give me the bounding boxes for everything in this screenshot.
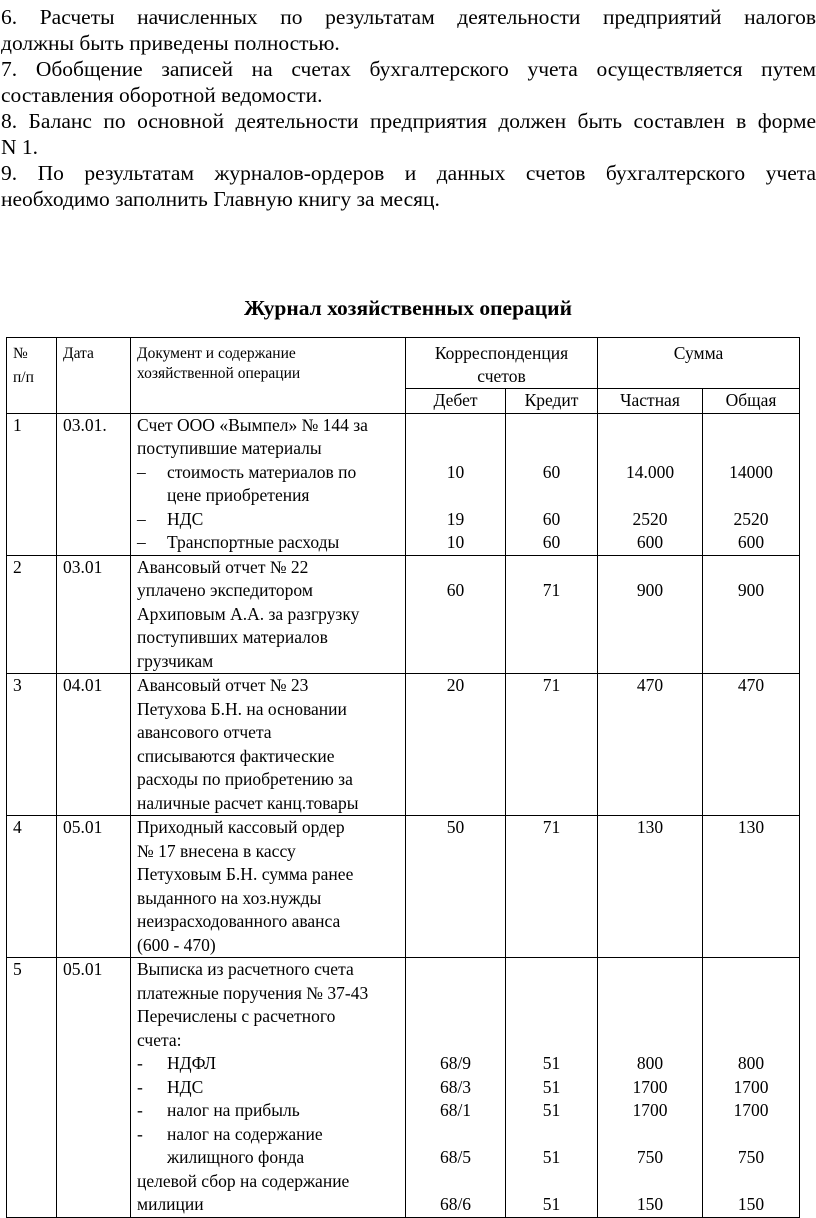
document-line: - налог на содержание <box>137 1123 399 1147</box>
row-num: 3 <box>7 674 57 816</box>
amount-value: 10 <box>446 532 465 552</box>
row-kredit <box>506 674 598 816</box>
amount-value: 150 <box>636 1194 664 1214</box>
amount-value <box>506 1170 597 1194</box>
row-partial <box>598 816 703 958</box>
row-num: 5 <box>7 958 57 1218</box>
amount-value: 900 <box>737 580 765 600</box>
amount-value <box>406 958 505 982</box>
amount-value <box>703 958 799 982</box>
row-debet <box>406 816 506 958</box>
amount-value <box>703 698 799 722</box>
row-total <box>703 958 800 1218</box>
amount-value: 800 <box>636 1053 664 1073</box>
amount-value: 68/3 <box>439 1076 472 1097</box>
bullet-mark: - <box>137 1053 143 1073</box>
row-date: 05.01 <box>57 958 131 1218</box>
document-line: наличные расчет канц.товары <box>137 792 359 813</box>
amount-value: 600 <box>737 532 765 552</box>
amount-value <box>598 1170 702 1194</box>
header-partial: Частная <box>598 389 703 414</box>
paragraph-line: 6. Расчеты начисленных по результатам деятельности предприятий налогов <box>1 5 816 29</box>
document-line: Петухова Б.Н. на основании <box>137 698 347 719</box>
amount-value <box>703 626 799 650</box>
amount-value <box>598 414 702 438</box>
amount-value: 14000 <box>729 461 773 482</box>
amount-value: 68/1 <box>439 1100 472 1120</box>
amount-value <box>506 650 597 674</box>
amount-value <box>703 1123 799 1147</box>
table-row <box>7 674 800 816</box>
amount-value <box>406 768 505 792</box>
document-line: списываются фактические <box>137 745 335 766</box>
amount-value <box>506 1123 597 1147</box>
amount-value <box>703 1005 799 1029</box>
amount-value <box>406 698 505 722</box>
amount-value: 51 <box>542 1076 561 1097</box>
amount-value <box>703 768 799 792</box>
document-line: (600 - 470) <box>137 934 216 955</box>
row-kredit <box>506 816 598 958</box>
amount-value <box>506 863 597 887</box>
bullet-mark: - <box>137 1100 143 1120</box>
header-debet: Дебет <box>406 389 506 414</box>
amount-value: 68/9 <box>439 1053 472 1073</box>
row-kredit <box>506 555 598 674</box>
amount-value <box>703 910 799 934</box>
amount-value <box>406 721 505 745</box>
document-line: Приходный кассовый ордер <box>137 817 345 837</box>
amount-value <box>598 840 702 864</box>
document-line: поступивших материалов <box>137 627 328 647</box>
amount-value: 800 <box>737 1053 765 1073</box>
amount-value <box>506 1029 597 1053</box>
amount-value <box>506 721 597 745</box>
document-line: Архиповым А.А. за разгрузку <box>137 603 360 624</box>
amount-value <box>703 934 799 958</box>
row-partial <box>598 958 703 1218</box>
amount-value <box>406 556 505 580</box>
amount-value <box>506 887 597 911</box>
amount-value: 1700 <box>632 1076 668 1097</box>
amount-value: 60 <box>446 580 465 600</box>
amount-value <box>506 603 597 627</box>
amount-value <box>703 887 799 911</box>
row-document <box>131 674 406 816</box>
document-line: № 17 внесена в кассу <box>137 840 296 861</box>
amount-value <box>406 484 505 508</box>
document-line: Перечислены с расчетного <box>137 1006 336 1026</box>
amount-value <box>598 437 702 461</box>
row-date: 05.01 <box>57 816 131 958</box>
amount-value: 60 <box>542 532 561 552</box>
amount-value <box>703 982 799 1006</box>
amount-value: 600 <box>636 532 664 552</box>
amount-value <box>598 910 702 934</box>
row-num: 4 <box>7 816 57 958</box>
header-num: № п/п <box>7 338 57 414</box>
row-total <box>703 816 800 958</box>
amount-value <box>506 982 597 1006</box>
row-date: 03.01. <box>57 413 131 555</box>
amount-value <box>598 982 702 1006</box>
amount-value: 130 <box>737 817 765 837</box>
amount-value: 130 <box>636 817 664 837</box>
row-kredit <box>506 413 598 555</box>
amount-value <box>598 887 702 911</box>
amount-value <box>406 1029 505 1053</box>
paragraph-line: 8. Баланс по основной деятельности предприятия должен быть составлен в форме <box>1 109 816 133</box>
amount-value <box>406 437 505 461</box>
amount-value <box>406 934 505 958</box>
amount-value <box>406 792 505 816</box>
document-line: неизрасходованного аванса <box>137 911 341 931</box>
amount-value <box>506 792 597 816</box>
amount-value <box>598 768 702 792</box>
amount-value: 71 <box>542 675 561 695</box>
amount-value <box>506 698 597 722</box>
amount-value: 470 <box>636 675 664 695</box>
amount-value: 750 <box>636 1147 664 1167</box>
header-correspondence: Корреспонденция счетов <box>406 338 598 389</box>
amount-value: 19 <box>446 508 465 529</box>
amount-value <box>406 414 505 438</box>
amount-value <box>703 863 799 887</box>
header-total: Общая <box>703 389 800 414</box>
document-line: Счет ООО «Вымпел» № 144 за <box>137 414 368 435</box>
row-kredit <box>506 958 598 1218</box>
row-date: 03.01 <box>57 555 131 674</box>
amount-value <box>506 556 597 580</box>
amount-value <box>406 603 505 627</box>
document-line: грузчикам <box>137 650 214 671</box>
table-row <box>7 413 800 555</box>
document-line: расходы по приобретению за <box>137 769 353 789</box>
amount-value <box>406 840 505 864</box>
amount-value: 750 <box>737 1147 765 1167</box>
document-line: платежные поручения № 37-43 <box>137 982 369 1003</box>
amount-value: 51 <box>542 1100 561 1120</box>
amount-value: 71 <box>542 580 561 600</box>
operations-journal-table <box>6 337 800 1218</box>
bullet-mark: – <box>137 532 146 552</box>
document-line: жилищного фонда <box>167 1147 305 1167</box>
row-num: 2 <box>7 555 57 674</box>
amount-value: 68/5 <box>439 1147 472 1167</box>
paragraph-line: должны быть приведены полностью. <box>1 31 340 55</box>
amount-value: 150 <box>737 1194 765 1214</box>
amount-value <box>598 698 702 722</box>
amount-value: 51 <box>542 1194 561 1214</box>
document-line: – стоимость материалов по <box>137 461 399 485</box>
amount-value <box>598 934 702 958</box>
amount-value <box>506 1005 597 1029</box>
amount-value: 60 <box>542 461 561 482</box>
amount-value: 1700 <box>632 1100 668 1120</box>
amount-value: 51 <box>542 1053 561 1073</box>
amount-value <box>506 745 597 769</box>
document-line: Выписка из расчетного счета <box>137 959 354 979</box>
amount-value <box>598 1029 702 1053</box>
document-line: уплачено экспедитором <box>137 580 313 600</box>
page-title: Журнал хозяйственных операций <box>244 296 572 320</box>
amount-value <box>506 437 597 461</box>
row-partial <box>598 674 703 816</box>
paragraph-line: 9. По результатам журналов-ордеров и данных счетов бухгалтерского учета <box>1 161 816 185</box>
amount-value <box>406 650 505 674</box>
row-debet <box>406 674 506 816</box>
amount-value <box>703 1170 799 1194</box>
document-line: целевой сбор на содержание <box>137 1170 350 1191</box>
amount-value <box>506 768 597 792</box>
document-line: – НДС <box>137 508 399 532</box>
paragraph-line: необходимо заполнить Главную книгу за месяц. <box>1 187 440 211</box>
amount-value: 1700 <box>733 1100 769 1120</box>
paragraph-line: N 1. <box>1 135 39 159</box>
header-sum: Сумма <box>598 338 800 389</box>
amount-value <box>406 887 505 911</box>
row-total <box>703 555 800 674</box>
bullet-mark: - <box>137 1123 143 1144</box>
paragraph <box>1 56 816 108</box>
amount-value: 2520 <box>632 508 668 529</box>
amount-value: 900 <box>636 580 664 600</box>
amount-value <box>598 863 702 887</box>
amount-value <box>406 982 505 1006</box>
amount-value <box>406 1170 505 1194</box>
amount-value: 470 <box>737 675 765 695</box>
amount-value <box>598 792 702 816</box>
table-row <box>7 555 800 674</box>
amount-value <box>598 1005 702 1029</box>
amount-value <box>506 484 597 508</box>
amount-value <box>406 1005 505 1029</box>
paragraph <box>1 4 816 56</box>
amount-value: 1700 <box>733 1076 769 1097</box>
amount-value <box>598 484 702 508</box>
amount-value: 14.000 <box>625 461 675 482</box>
bullet-mark: – <box>137 461 146 482</box>
amount-value <box>506 414 597 438</box>
bullet-mark: - <box>137 1076 143 1097</box>
row-num: 1 <box>7 413 57 555</box>
document-line: Авансовый отчет № 22 <box>137 556 309 577</box>
row-date: 04.01 <box>57 674 131 816</box>
amount-value <box>703 603 799 627</box>
row-document <box>131 555 406 674</box>
row-document <box>131 413 406 555</box>
amount-value <box>703 437 799 461</box>
amount-value <box>598 603 702 627</box>
amount-value: 71 <box>542 817 561 837</box>
row-total <box>703 674 800 816</box>
document-line: поступившие материалы <box>137 438 322 458</box>
amount-value <box>598 650 702 674</box>
amount-value: 50 <box>446 817 465 837</box>
amount-value <box>703 1029 799 1053</box>
document-line: выданного на хоз.нужды <box>137 887 322 908</box>
document-line: Авансовый отчет № 23 <box>137 675 309 695</box>
amount-value <box>703 414 799 438</box>
row-partial <box>598 413 703 555</box>
amount-value <box>703 840 799 864</box>
header-kredit: Кредит <box>506 389 598 414</box>
amount-value <box>703 792 799 816</box>
document-line: милиции <box>137 1194 204 1214</box>
row-debet <box>406 555 506 674</box>
amount-value <box>598 556 702 580</box>
header-date: Дата <box>57 338 131 414</box>
amount-value: 20 <box>446 675 465 695</box>
amount-value <box>406 626 505 650</box>
row-partial <box>598 555 703 674</box>
document-line: цене приобретения <box>167 485 310 505</box>
header-document: Документ и содержание хозяйственной операции <box>131 338 406 414</box>
amount-value <box>598 745 702 769</box>
table-row <box>7 816 800 958</box>
amount-value <box>703 556 799 580</box>
amount-value <box>406 1123 505 1147</box>
amount-value <box>598 958 702 982</box>
amount-value <box>406 863 505 887</box>
document-line: авансового отчета <box>137 722 272 742</box>
amount-value <box>598 721 702 745</box>
amount-value <box>598 1123 702 1147</box>
amount-value <box>703 484 799 508</box>
document-line: Петуховым Б.Н. сумма ранее <box>137 864 354 884</box>
amount-value <box>406 745 505 769</box>
amount-value: 68/6 <box>439 1194 472 1214</box>
paragraph-line: составления оборотной ведомости. <box>1 83 323 107</box>
paragraph <box>1 160 816 212</box>
amount-value: 60 <box>542 508 561 529</box>
document-line: счета: <box>137 1029 182 1050</box>
table-row <box>7 958 800 1218</box>
row-debet <box>406 413 506 555</box>
document-line: - НДФЛ <box>137 1052 399 1076</box>
amount-value <box>506 958 597 982</box>
paragraph <box>1 108 816 160</box>
amount-value: 2520 <box>733 508 769 529</box>
document-line: - НДС <box>137 1076 399 1100</box>
amount-value <box>406 910 505 934</box>
document-line: - налог на прибыль <box>137 1099 399 1123</box>
amount-value <box>598 626 702 650</box>
amount-value <box>506 934 597 958</box>
amount-value <box>506 840 597 864</box>
bullet-mark: – <box>137 508 146 529</box>
amount-value: 10 <box>446 461 465 482</box>
amount-value <box>506 626 597 650</box>
row-total <box>703 413 800 555</box>
row-document <box>131 816 406 958</box>
paragraph-line: 7. Обобщение записей на счетах бухгалтерского учета осуществляется путем <box>1 57 816 81</box>
amount-value <box>703 650 799 674</box>
amount-value <box>506 910 597 934</box>
amount-value <box>703 745 799 769</box>
row-debet <box>406 958 506 1218</box>
amount-value: 51 <box>542 1147 561 1167</box>
amount-value <box>703 721 799 745</box>
document-line: – Транспортные расходы <box>137 531 399 555</box>
table-header-row <box>7 338 800 389</box>
row-document <box>131 958 406 1218</box>
